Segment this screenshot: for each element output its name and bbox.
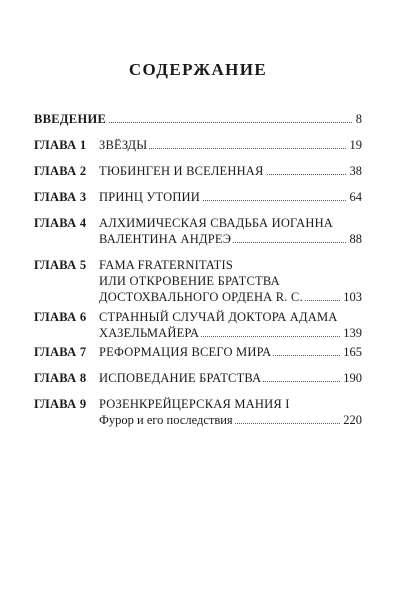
chapter-title-block [99, 370, 362, 386]
toc-entry-intro-row [34, 111, 362, 127]
page-title: СОДЕРЖАНИЕ [128, 60, 268, 79]
chapter-page: 103 [340, 289, 362, 305]
chapter-label: ГЛАВА 6 [34, 310, 87, 324]
chapter-title-block [99, 215, 362, 247]
chapter-label: ГЛАВА 7 [34, 345, 87, 359]
chapter-label: ГЛАВА 3 [34, 190, 87, 204]
chapter-label: ГЛАВА 2 [34, 164, 87, 178]
chapter-title-line: СТРАННЫЙ СЛУЧАЙ ДОКТОРА АДАМА [99, 310, 338, 324]
chapter-page: 19 [347, 137, 363, 153]
chapter-title-block [99, 257, 362, 305]
chapter-title-line: FAMA FRATERNITATIS [99, 258, 233, 272]
chapter-title-block [99, 189, 362, 205]
chapter-page: 220 [340, 412, 362, 428]
chapter-title-line: ДОСТОХВАЛЬНОГО ОРДЕНА R. C. [99, 289, 362, 305]
toc-entry-intro-page: 8 [353, 111, 362, 127]
chapter-title-line: ЗВЁЗДЫ [99, 137, 362, 153]
chapter-title-line: ХАЗЕЛЬМАЙЕРА [99, 325, 362, 341]
chapter-title-line: ВАЛЕНТИНА АНДРЕЭ [99, 231, 362, 247]
chapter-label: ГЛАВА 4 [34, 216, 87, 230]
chapter-title-line: ИЛИ ОТКРОВЕНИЕ БРАТСТВА [99, 274, 280, 288]
chapter-page: 88 [347, 231, 363, 247]
toc-entry-intro-label: ВВЕДЕНИЕ [34, 112, 107, 126]
chapter-title-line: ТЮБИНГЕН И ВСЕЛЕННАЯ [99, 163, 362, 179]
chapter-title-line: ПРИНЦ УТОПИИ [99, 189, 362, 205]
chapter-label: ГЛАВА 8 [34, 371, 87, 385]
chapter-title-block [99, 163, 362, 179]
toc-entry-intro[interactable] [34, 111, 362, 127]
chapter-page: 139 [340, 325, 362, 341]
chapter-page: 190 [340, 370, 362, 386]
chapter-title-block [99, 309, 362, 341]
chapter-label: ГЛАВА 9 [34, 397, 87, 411]
chapter-title-line: ИСПОВЕДАНИЕ БРАТСТВА [99, 370, 362, 386]
chapter-label: ГЛАВА 1 [34, 138, 87, 152]
chapter-subtitle-line: Фурор и его последствия [99, 412, 362, 428]
chapter-page: 64 [347, 189, 363, 205]
chapter-title-line: АЛХИМИЧЕСКАЯ СВАДЬБА ИОГАННА [99, 216, 334, 230]
chapter-title-line: РОЗЕНКРЕЙЦЕРСКАЯ МАНИЯ I [99, 397, 290, 411]
chapter-label: ГЛАВА 5 [34, 258, 87, 272]
chapter-page: 38 [347, 163, 363, 179]
chapter-title-block [99, 137, 362, 153]
chapter-title-line: РЕФОРМАЦИЯ ВСЕГО МИРА [99, 344, 362, 360]
chapter-title-block [99, 396, 362, 428]
chapter-title-block [99, 344, 362, 360]
chapter-page: 165 [340, 344, 362, 360]
